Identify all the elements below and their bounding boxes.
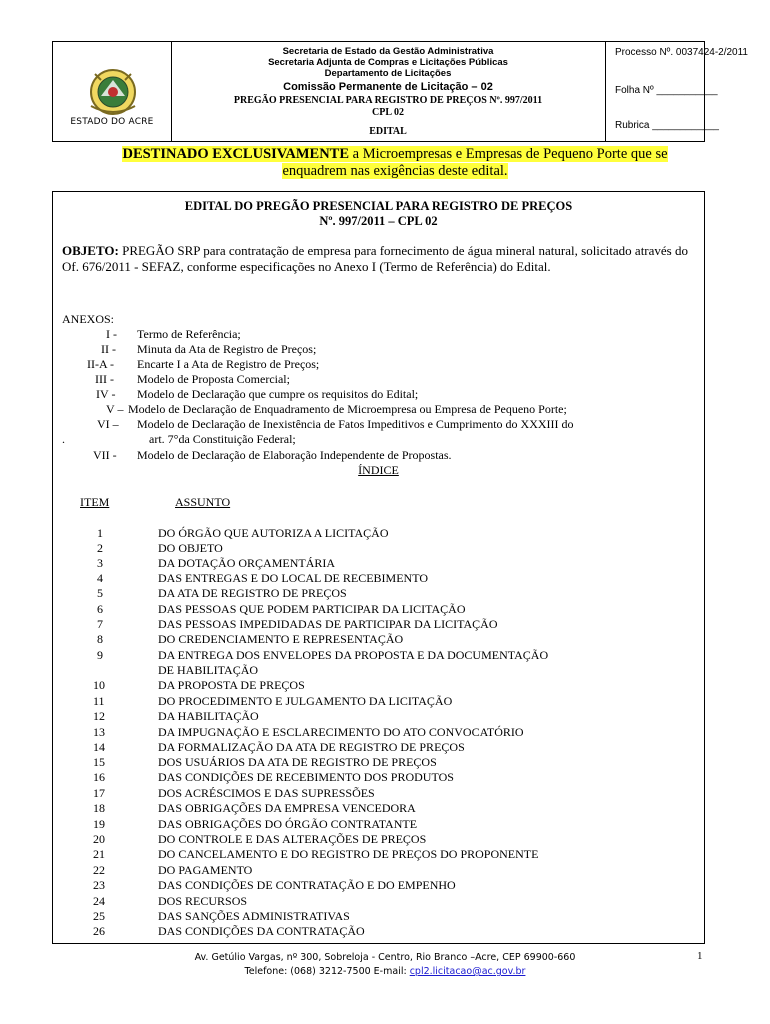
footer-contact bbox=[110, 966, 660, 977]
index-item-number: 23 bbox=[93, 878, 105, 892]
index-item-number: 12 bbox=[93, 709, 105, 723]
index-item-subject: DAS CONDIÇÕES DA CONTRATAÇÃO bbox=[158, 924, 365, 938]
commission-line: Comissão Permanente de Licitação – 02 bbox=[283, 81, 493, 93]
index-item-number: 26 bbox=[93, 924, 105, 938]
anexo-num: I - bbox=[106, 327, 117, 341]
index-item-subject: DO ÓRGÃO QUE AUTORIZA A LICITAÇÃO bbox=[158, 526, 389, 540]
index-item-subject: DO CANCELAMENTO E DO REGISTRO DE PREÇOS DO PROPONENTE bbox=[158, 847, 539, 861]
page-number: 1 bbox=[697, 950, 703, 962]
index-item-subject: DAS PESSOAS QUE PODEM PARTICIPAR DA LICITAÇÃO bbox=[158, 602, 466, 616]
index-item-subject: DO OBJETO bbox=[158, 541, 223, 555]
cpl-line: CPL 02 bbox=[372, 107, 404, 118]
index-item-number: 4 bbox=[97, 571, 103, 585]
index-item-number: 21 bbox=[93, 847, 105, 861]
index-item-number: 13 bbox=[93, 725, 105, 739]
footer-email-link[interactable]: cpl2.licitacao@ac.gov.br bbox=[409, 966, 526, 977]
footer-phone: Telefone: (068) 3212-7500 E-mail: bbox=[244, 966, 410, 977]
index-item-number: 1 bbox=[97, 526, 103, 540]
org-line-2: Secretaria Adjunta de Compras e Licitações Públicas bbox=[268, 57, 508, 68]
anexo-num: II-A - bbox=[87, 357, 114, 371]
index-item-subject: DA FORMALIZAÇÃO DA ATA DE REGISTRO DE PREÇOS bbox=[158, 740, 465, 754]
index-item-number: 18 bbox=[93, 801, 105, 815]
index-item-subject: DOS USUÁRIOS DA ATA DE REGISTRO DE PREÇOS bbox=[158, 755, 437, 769]
index-item-number: 17 bbox=[93, 786, 105, 800]
index-item-subject: DAS OBRIGAÇÕES DA EMPRESA VENCEDORA bbox=[158, 801, 416, 815]
index-item-subject: DA HABILITAÇÃO bbox=[158, 709, 259, 723]
index-item-number: 16 bbox=[93, 770, 105, 784]
header-title-cell bbox=[171, 42, 606, 141]
index-item-number: 8 bbox=[97, 632, 103, 646]
header-process-cell bbox=[605, 42, 748, 141]
index-item-subject: DO PAGAMENTO bbox=[158, 863, 253, 877]
anexo-text: Termo de Referência; bbox=[137, 327, 241, 341]
index-item-number: 24 bbox=[93, 894, 105, 908]
notice-bold: DESTINADO EXCLUSIVAMENTE bbox=[122, 146, 350, 162]
index-item-number: 5 bbox=[97, 586, 103, 600]
index-item-subject: DOS ACRÉSCIMOS E DAS SUPRESSÕES bbox=[158, 786, 375, 800]
index-item-number: 9 bbox=[97, 648, 103, 662]
anexo-text: Modelo de Proposta Comercial; bbox=[137, 372, 290, 386]
index-item-number: 6 bbox=[97, 602, 103, 616]
exclusivity-notice bbox=[95, 146, 695, 180]
index-item-subject: DE HABILITAÇÃO bbox=[158, 663, 259, 677]
folha-field: Folha Nº ___________ bbox=[615, 85, 718, 96]
index-item-subject: DO CREDENCIAMENTO E REPRESENTAÇÃO bbox=[158, 632, 404, 646]
header-logo-cell bbox=[53, 42, 172, 141]
index-item-subject: DAS PESSOAS IMPEDIDADAS DE PARTICIPAR DA LICITAÇÃO bbox=[158, 617, 498, 631]
notice-text-1: a Microempresas e Empresas de Pequeno Porte que se bbox=[349, 146, 668, 162]
objeto-label: OBJETO: bbox=[62, 243, 119, 258]
org-line-1: Secretaria de Estado da Gestão Administrativa bbox=[282, 46, 494, 57]
anexo-text: Minuta da Ata de Registro de Preços; bbox=[137, 342, 317, 356]
rubrica-field: Rubrica ____________ bbox=[615, 120, 719, 131]
anexo-num: III - bbox=[95, 372, 114, 386]
anexos-label: ANEXOS: bbox=[62, 312, 115, 326]
index-item-subject: DAS SANÇÕES ADMINISTRATIVAS bbox=[158, 909, 350, 923]
index-item-number: 14 bbox=[93, 740, 105, 754]
index-item-number: 10 bbox=[93, 678, 105, 692]
index-item-subject: DAS CONDIÇÕES DE RECEBIMENTO DOS PRODUTOS bbox=[158, 770, 454, 784]
index-item-number: 2 bbox=[97, 541, 103, 555]
objeto-paragraph bbox=[62, 243, 688, 275]
anexo-num: . bbox=[62, 432, 65, 446]
index-item-subject: DAS OBRIGAÇÕES DO ÓRGÃO CONTRATANTE bbox=[158, 817, 418, 831]
col-assunto-header: ASSUNTO bbox=[175, 495, 231, 509]
index-item-subject: DA ATA DE REGISTRO DE PREÇOS bbox=[158, 586, 347, 600]
index-item-subject: DOS RECURSOS bbox=[158, 894, 248, 908]
edital-title-line-2: Nº. 997/2011 – CPL 02 bbox=[319, 214, 438, 228]
index-item-number: 25 bbox=[93, 909, 105, 923]
anexo-text: Modelo de Declaração que cumpre os requisitos do Edital; bbox=[137, 387, 419, 401]
indice-title: ÍNDICE bbox=[358, 463, 399, 477]
index-item-subject: DAS ENTREGAS E DO LOCAL DE RECEBIMENTO bbox=[158, 571, 428, 585]
index-item-subject: DA PROPOSTA DE PREÇOS bbox=[158, 678, 305, 692]
estado-label: ESTADO DO ACRE bbox=[70, 117, 154, 127]
index-item-number: 3 bbox=[97, 556, 103, 570]
document-header bbox=[52, 41, 748, 142]
anexo-text: Modelo de Declaração de Inexistência de Fatos Impeditivos e Cumprimento do XXXIII do bbox=[137, 417, 574, 431]
anexo-text: Encarte I a Ata de Registro de Preços; bbox=[137, 357, 320, 371]
notice-text-2: enquadrem nas exigências deste edital. bbox=[282, 163, 508, 179]
org-line-3: Departamento de Licitações bbox=[324, 68, 452, 79]
anexo-num: VI – bbox=[97, 417, 119, 431]
pregao-line: PREGÃO PRESENCIAL PARA REGISTRO DE PREÇOS Nº. 997/2011 bbox=[233, 95, 543, 106]
index-item-subject: DA DOTAÇÃO ORÇAMENTÁRIA bbox=[158, 556, 336, 570]
index-item-subject: DO CONTROLE E DAS ALTERAÇÕES DE PREÇOS bbox=[158, 832, 427, 846]
index-item-number: 7 bbox=[97, 617, 103, 631]
index-item-number: 15 bbox=[93, 755, 105, 769]
index-item-subject: DAS CONDIÇÕES DE CONTRATAÇÃO E DO EMPENHO bbox=[158, 878, 456, 892]
edital-body bbox=[52, 191, 705, 944]
index-item-subject: DA ENTREGA DOS ENVELOPES DA PROPOSTA E DA DOCUMENTAÇÃO bbox=[158, 648, 549, 662]
anexo-text: art. 7°da Constituição Federal; bbox=[149, 432, 296, 446]
index-item-number: 11 bbox=[93, 694, 105, 708]
index-item-number: 19 bbox=[93, 817, 105, 831]
anexo-text: Modelo de Declaração de Enquadramento de Microempresa ou Empresa de Pequeno Porte; bbox=[128, 402, 567, 416]
edital-line: EDITAL bbox=[369, 126, 407, 137]
index-item-subject: DA IMPUGNAÇÃO E ESCLARECIMENTO DO ATO CONVOCATÓRIO bbox=[158, 725, 524, 739]
objeto-text: PREGÃO SRP para contratação de empresa para fornecimento de água mineral natural, solicitado através do Of. 676/2011 - SEFAZ, conforme especificações no Anexo I (Termo de Referência) do Edital. bbox=[62, 243, 688, 274]
index-item-subject: DO PROCEDIMENTO E JULGAMENTO DA LICITAÇÃO bbox=[158, 694, 453, 708]
anexo-num: VII - bbox=[93, 448, 117, 462]
index-item-number: 20 bbox=[93, 832, 105, 846]
col-item-header: ITEM bbox=[80, 495, 110, 509]
anexo-text: Modelo de Declaração de Elaboração Independente de Propostas. bbox=[137, 448, 452, 462]
index-item-number: 22 bbox=[93, 863, 105, 877]
edital-title-line-1: EDITAL DO PREGÃO PRESENCIAL PARA REGISTRO DE PREÇOS bbox=[184, 199, 573, 213]
anexo-num: IV - bbox=[96, 387, 116, 401]
anexo-num: II - bbox=[101, 342, 116, 356]
processo-number: Processo Nº. 0037424-2/2011 bbox=[615, 47, 748, 58]
anexo-num: V – bbox=[106, 402, 124, 416]
footer-address: Av. Getúlio Vargas, nº 300, Sobreloja - Centro, Rio Branco –Acre, CEP 69900-660 bbox=[194, 952, 576, 963]
